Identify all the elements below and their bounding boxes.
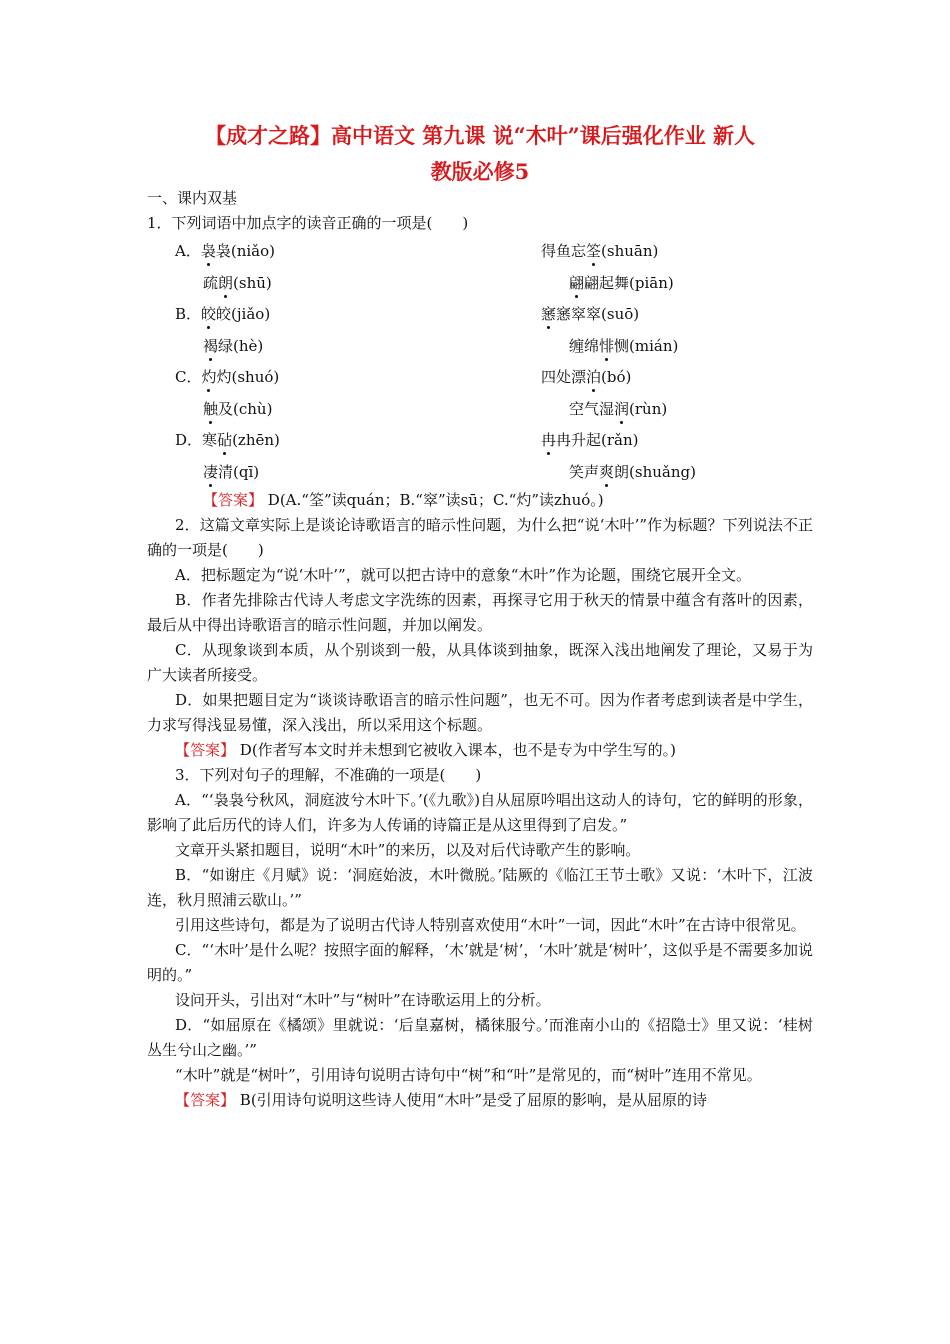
answer-1 — [147, 488, 813, 513]
option-row — [147, 268, 813, 300]
emphasized-char: 翩 — [569, 273, 585, 292]
option-text: 翩起舞(piān) — [584, 273, 674, 292]
answer-3-text: B(引用诗句说明这些诗人使用“木叶”是受了屈原的影响，是从屈原的诗 — [239, 1091, 708, 1109]
answer-3 — [147, 1088, 813, 1113]
option-row — [147, 425, 813, 457]
option-text: 寒 — [202, 431, 218, 450]
option-right — [569, 397, 813, 422]
emphasized-char: 冉 — [541, 431, 557, 450]
question-2-options — [147, 563, 813, 738]
answer-1-text: D(A.“筌”读quán；B.“窣”读sū；C.“灼”读zhuó。) — [267, 491, 604, 509]
answer-2 — [147, 738, 813, 763]
option-row — [147, 457, 813, 489]
emphasized-char: 筌 — [586, 242, 602, 261]
analysis-paragraph: 文章开头紧扣题目，说明“木叶”的来历，以及对后代诗歌产生的影响。 — [175, 841, 641, 859]
option-text: 恻(mián) — [614, 336, 679, 355]
option-text: 皎(jiǎo) — [216, 305, 271, 324]
option-left — [147, 460, 569, 485]
option-left — [147, 428, 541, 453]
option-text: 清(qī) — [218, 462, 260, 481]
analysis-paragraph: “木叶”就是“树叶”，引用诗句说明古诗句中“树”和“叶”是常见的，而“树叶”连用不常见。 — [175, 1066, 762, 1084]
option-text: (zhēn) — [232, 431, 280, 450]
answer-tag: 【答案】 — [203, 491, 264, 509]
emphasized-char: 袅 — [200, 242, 216, 261]
emphasized-char: 褐 — [203, 336, 219, 355]
option-right — [569, 460, 813, 485]
answer-tag: 【答案】 — [175, 741, 236, 759]
emphasized-char: 润 — [614, 399, 630, 418]
option-paragraph: D．如果把题目定为“谈谈诗歌语言的暗示性问题”，也无不可。因为作者考虑到读者是中学生，力求写得浅显易懂，深入浅出，所以采用这个标题。 — [147, 691, 813, 734]
analysis-paragraph: 设问开头，引出对“木叶”与“树叶”在诗歌运用上的分析。 — [175, 991, 551, 1009]
option-paragraph: A．把标题定为“说‘木叶’”，就可以把古诗中的意象“木叶”作为论题，围绕它展开全文。 — [175, 566, 752, 584]
question-1-stem: 1．下列词语中加点字的读音正确的一项是( ) — [147, 214, 469, 232]
option-left — [147, 271, 569, 296]
option-text: 袅(niǎo) — [215, 242, 275, 261]
document-body — [147, 186, 813, 1113]
emphasized-char: 凄 — [203, 462, 219, 481]
option-text: (bó) — [601, 368, 632, 387]
option-row — [147, 394, 813, 426]
option-text: 绿(hè) — [218, 336, 264, 355]
option-row — [147, 362, 813, 394]
option-left — [147, 334, 569, 359]
option-right — [569, 271, 813, 296]
analysis-paragraph: 引用这些诗句，都是为了说明古代诗人特别喜欢使用“木叶”一词，因此“木叶”在古诗中很常见。 — [175, 916, 806, 934]
option-text: (shuān) — [601, 242, 659, 261]
option-text: 灼(shuó) — [216, 368, 280, 387]
option-right — [541, 428, 813, 453]
emphasized-char: 皎 — [201, 305, 217, 324]
question-3-blocks — [147, 788, 813, 1088]
option-right — [541, 302, 813, 327]
emphasized-char: 触 — [203, 399, 219, 418]
option-label: A． — [175, 242, 201, 261]
option-text: 空气湿 — [569, 399, 615, 418]
answer-tag: 【答案】 — [175, 1091, 236, 1109]
quote-paragraph: B．“如谢庄《月赋》说：‘洞庭始波，木叶微脱。’陆厥的《临江王节士歌》又说：‘木叶下，江波连，秋月照浦云歇山。’” — [147, 866, 813, 909]
option-label: D． — [175, 431, 203, 450]
option-left — [147, 302, 541, 327]
question-1-options — [147, 236, 813, 488]
emphasized-char: 砧 — [217, 431, 233, 450]
option-text: 朗(shuǎng) — [614, 462, 696, 481]
option-text: 冉升起(rǎn) — [556, 431, 639, 450]
question-2-stem: 2．这篇文章实际上是谈论诗歌语言的暗示性问题，为什么把“说‘木叶’”作为标题？下列说法不正确的一项是( ) — [147, 516, 813, 559]
question-3-stem: 3．下列对句子的理解，不准确的一项是( ) — [175, 766, 482, 784]
emphasized-char: 泊 — [586, 368, 602, 387]
option-text: 笑声 — [569, 462, 600, 481]
option-text: 缠绵 — [569, 336, 600, 355]
option-text: 疏 — [203, 273, 219, 292]
option-text: 四处漂 — [541, 368, 587, 387]
quote-paragraph: A．“‘袅袅兮秋风，洞庭波兮木叶下。’(《九歌》)自从屈原吟唱出这动人的诗句，它的鲜明的形象，影响了此后历代的诗人们，许多为人传诵的诗篇正是从这里得到了启发。” — [147, 791, 813, 834]
option-paragraph: C．从现象谈到本质，从个别谈到一般，从具体谈到抽象，既深入浅出地阐发了理论，又易于为广大读者所接受。 — [147, 641, 813, 684]
option-paragraph: B．作者先排除古代诗人考虑文字洗练的因素，再探寻它用于秋天的情景中蕴含有落叶的因素，最后从中得出诗歌语言的暗示性问题，并加以阐发。 — [147, 591, 813, 634]
emphasized-char: 朗 — [218, 273, 234, 292]
option-right — [541, 239, 813, 264]
document-title — [100, 118, 860, 190]
option-left — [147, 397, 569, 422]
option-text: (rùn) — [629, 399, 668, 418]
section-heading: 一、课内双基 — [147, 189, 238, 207]
option-right — [569, 334, 813, 359]
option-text: 窸窣窣(suō) — [556, 305, 640, 324]
quote-paragraph: D．“如屈原在《橘颂》里就说：‘后皇嘉树，橘徕服兮。’而淮南小山的《招隐士》里又说：‘桂树丛生兮山之幽。’” — [147, 1016, 813, 1059]
emphasized-char: 窸 — [541, 305, 557, 324]
option-left — [147, 239, 541, 264]
answer-2-text: D(作者写本文时并未想到它被收入课本，也不是专为中学生写的。) — [239, 741, 677, 759]
option-text: 得鱼忘 — [541, 242, 587, 261]
option-row — [147, 299, 813, 331]
emphasized-char: 爽 — [599, 462, 615, 481]
option-left — [147, 365, 541, 390]
emphasized-char: 灼 — [201, 368, 217, 387]
option-row — [147, 331, 813, 363]
title-line-2: 教版必修5 — [430, 159, 530, 184]
option-text: 及(chù) — [218, 399, 273, 418]
option-label: C． — [175, 368, 202, 387]
option-right — [541, 365, 813, 390]
option-label: B． — [175, 305, 202, 324]
emphasized-char: 悱 — [599, 336, 615, 355]
option-row — [147, 236, 813, 268]
title-line-1: 【成才之路】高中语文 第九课 说“木叶”课后强化作业 新人 — [204, 123, 756, 148]
quote-paragraph: C．“‘木叶’是什么呢？按照字面的解释，‘木’就是‘树’，‘木叶’就是‘树叶’，这似乎是不需要多加说明的。” — [147, 941, 813, 984]
option-text: (shū) — [233, 273, 272, 292]
